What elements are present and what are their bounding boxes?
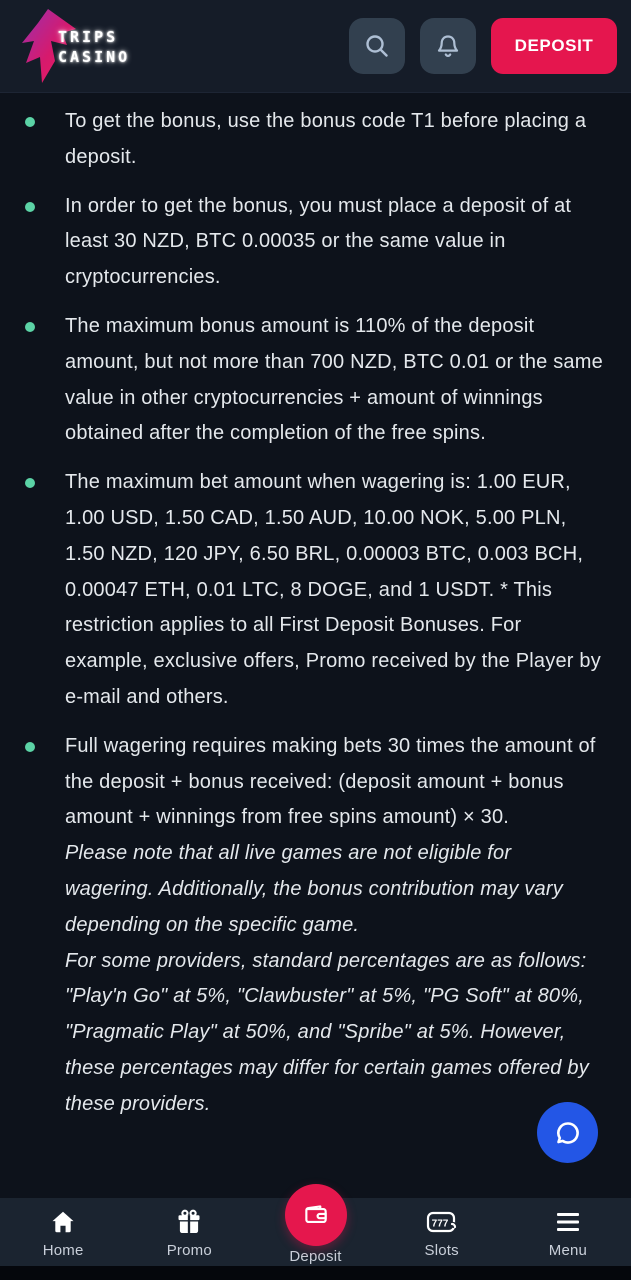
logo-line2: CASINO: [58, 48, 131, 66]
terms-item: [65, 729, 603, 1123]
home-icon: [49, 1207, 77, 1237]
search-icon: [363, 32, 391, 60]
logo-text: [58, 27, 130, 67]
terms-item: [65, 309, 603, 452]
terms-item-text: Full wagering requires making bets 30 times the amount of the deposit + bonus received: (deposit amount + bonus amount + winnings from free spins amount) × 30.: [65, 734, 596, 829]
terms-list: [0, 93, 631, 1123]
deposit-fab[interactable]: [285, 1184, 347, 1246]
svg-text:777: 777: [431, 1218, 449, 1230]
nav-label: Home: [42, 1242, 84, 1259]
bell-icon: [434, 32, 462, 60]
terms-item-note: Please note that all live games are not eligible for wagering. Additionally, the bonus contribution may vary depending on the specific game.: [65, 842, 563, 936]
bullet-dot: [25, 117, 35, 127]
slots-777-icon: [425, 1207, 459, 1237]
terms-item-text: The maximum bonus amount is 110% of the deposit amount, but not more than 700 NZD, BTC 0.01 or the same value in other cryptocurrencies + amount of winnings obtained after the completion of the free spins.: [65, 314, 603, 445]
chat-bubble-icon: [552, 1117, 584, 1149]
bullet-dot: [25, 322, 35, 332]
notifications-button[interactable]: [420, 18, 476, 74]
terms-item-note: For some providers, standard percentages are as follows: "Play'n Go" at 5%, "Clawbuster" at 5%, "PG Soft" at 80%, "Pragmatic Play" at 50%, and "Spribe" at 5%. However, these percentages may differ for certain games offered by these providers.: [65, 949, 589, 1115]
bottom-nav: [0, 1198, 631, 1266]
terms-item: [65, 104, 603, 176]
terms-item-text: To get the bonus, use the bonus code T1 before placing a deposit.: [65, 110, 587, 168]
logo[interactable]: [14, 3, 184, 89]
terms-item-text: In order to get the bonus, you must place a deposit of at least 30 NZD, BTC 0.00035 or the same value in cryptocurrencies.: [65, 194, 572, 289]
nav-item-promo[interactable]: [126, 1198, 252, 1266]
nav-item-menu[interactable]: [505, 1198, 631, 1266]
deposit-button[interactable]: DEPOSIT: [491, 18, 617, 74]
bonus-terms-section: [0, 93, 631, 1266]
wallet-icon: [301, 1200, 331, 1230]
nav-item-slots[interactable]: [379, 1198, 505, 1266]
terms-item: [65, 465, 603, 716]
header-actions: [349, 18, 617, 74]
nav-label: Deposit: [289, 1248, 342, 1265]
terms-item-text: The maximum bet amount when wagering is: 1.00 EUR, 1.00 USD, 1.50 CAD, 1.50 AUD, 10.00 NOK, 5.00 PLN, 1.50 NZD, 120 JPY, 6.50 BRL, 0.00003 BTC, 0.003 BCH, 0.00047 ETH, 0.01 LTC, 8 DOGE, and 1 USDT. * This restriction applies to all First Deposit Bonuses. For example, exclusive offers, Promo received by the Player by e-mail and others.: [65, 471, 601, 708]
search-button[interactable]: [349, 18, 405, 74]
logo-line1: TRIPS: [58, 28, 119, 46]
nav-label: Promo: [166, 1242, 212, 1259]
nav-label: Slots: [424, 1242, 459, 1259]
bullet-dot: [25, 478, 35, 488]
nav-item-deposit[interactable]: [252, 1198, 378, 1266]
gift-icon: [175, 1207, 203, 1237]
terms-item: [65, 189, 603, 296]
menu-icon: [553, 1207, 583, 1237]
nav-label: Menu: [548, 1242, 588, 1259]
live-chat-button[interactable]: [537, 1102, 598, 1163]
bullet-dot: [25, 742, 35, 752]
bullet-dot: [25, 202, 35, 212]
nav-item-home[interactable]: [0, 1198, 126, 1266]
app-header: [0, 0, 631, 93]
